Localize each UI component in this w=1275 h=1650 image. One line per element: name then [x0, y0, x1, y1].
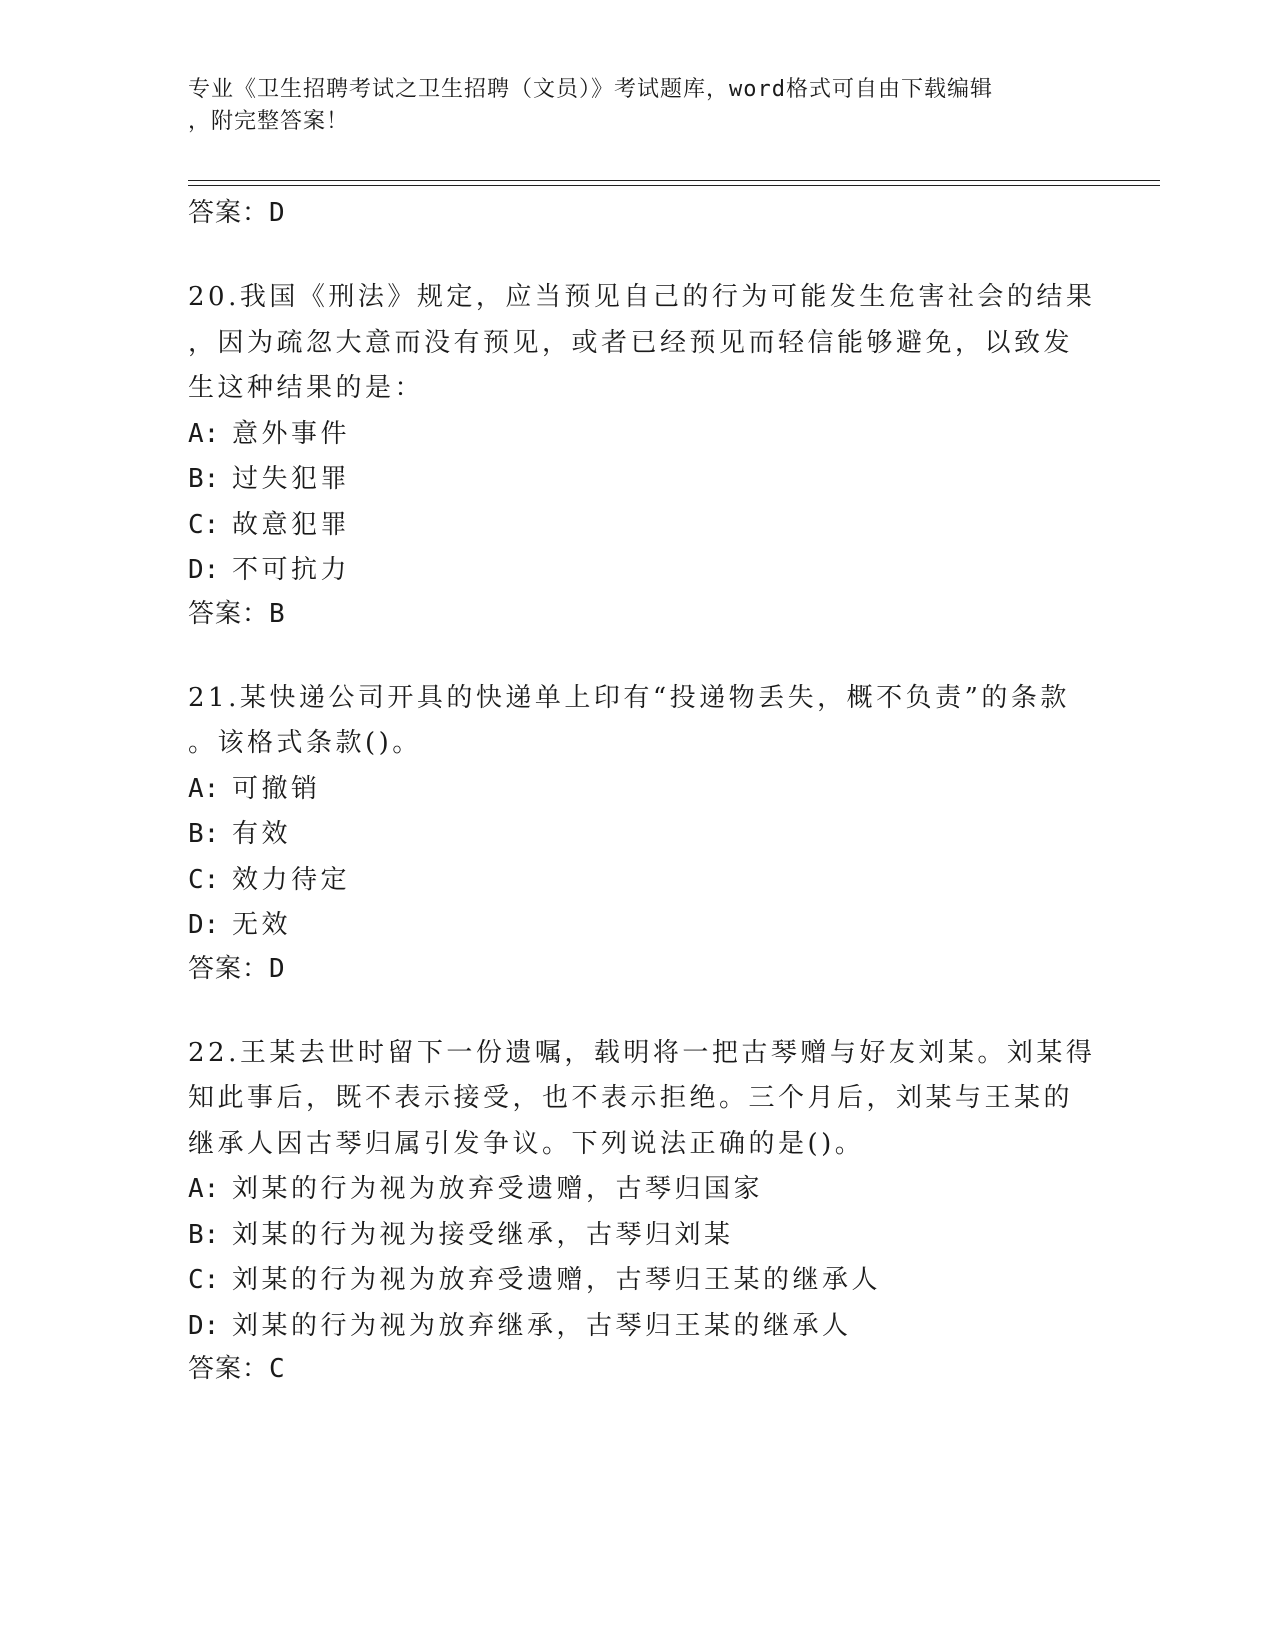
- option-text: 有效: [232, 819, 292, 849]
- question-stem-line: 知此事后，既不表示接受，也不表示拒绝。三个月后，刘某与王某的: [188, 1083, 1074, 1113]
- option-letter: C:: [188, 864, 220, 895]
- answer-label: 答案：: [188, 953, 270, 984]
- question-stem-line: 22.王某去世时留下一份遗嘱，载明将一把古琴赠与好友刘某。刘某得: [188, 1037, 1096, 1068]
- answer-value: B: [269, 598, 286, 629]
- option-text: 过失犯罪: [232, 464, 351, 494]
- option-text: 刘某的行为视为放弃继承，古琴归王某的继承人: [232, 1310, 852, 1341]
- question-stem-line: 继承人因古琴归属引发争议。下列说法正确的是()。: [188, 1128, 865, 1159]
- page-header: [188, 74, 1078, 138]
- option-a: [188, 1167, 1088, 1213]
- option-letter: C:: [188, 509, 220, 540]
- question-list: [188, 193, 1096, 1389]
- answer-label: 答案：: [188, 598, 270, 629]
- option-text: 故意犯罪: [232, 509, 351, 540]
- header-line-1: 专业《卫生招聘考试之卫生招聘（文员）》考试题库，word格式可自由下载编辑: [188, 77, 993, 102]
- option-text: 可撤销: [232, 773, 321, 804]
- option-d: [188, 548, 1088, 594]
- answer-line: [188, 1349, 1088, 1389]
- option-d: [188, 903, 1088, 949]
- answer-value: D: [269, 953, 286, 984]
- option-letter: A:: [188, 418, 220, 449]
- answer-label: 答案：: [188, 198, 270, 228]
- option-letter: B:: [188, 1219, 220, 1250]
- option-c: [188, 858, 1088, 904]
- question-20: [188, 275, 1096, 634]
- option-letter: B:: [188, 464, 220, 494]
- answer-line: [188, 949, 1088, 989]
- question-stem-line: ，因为疏忽大意而没有预见，或者已经预见而轻信能够避免，以致发: [188, 327, 1074, 358]
- question-stem-line: 20.我国《刑法》规定，应当预见自己的行为可能发生危害社会的结果: [188, 282, 1096, 312]
- question-21: [188, 676, 1088, 989]
- option-c: [188, 503, 1088, 549]
- option-c: [188, 1258, 1088, 1304]
- answer-line: [188, 594, 1088, 634]
- option-a: [188, 767, 1088, 813]
- option-text: 无效: [232, 910, 292, 940]
- option-a: [188, 412, 1088, 458]
- option-letter: D:: [188, 910, 220, 940]
- question-stem-line: 生这种结果的是：: [188, 373, 425, 403]
- option-text: 刘某的行为视为放弃受遗赠，古琴归王某的继承人: [232, 1265, 882, 1295]
- option-text: 刘某的行为视为放弃受遗赠，古琴归国家: [232, 1174, 764, 1204]
- answer-label: 答案：: [188, 1354, 270, 1384]
- option-letter: B:: [188, 819, 220, 849]
- option-text: 刘某的行为视为接受继承，古琴归刘某: [232, 1219, 734, 1250]
- header-divider-bottom: [188, 185, 1160, 186]
- answer-value: C: [269, 1354, 286, 1384]
- option-letter: A:: [188, 773, 220, 804]
- question-22: [188, 1031, 1096, 1390]
- answer-line: [188, 193, 1088, 233]
- option-letter: D:: [188, 555, 220, 585]
- option-d: [188, 1304, 1088, 1350]
- answer-value: D: [269, 198, 286, 228]
- option-letter: C:: [188, 1265, 220, 1295]
- question-stem-line: 。该格式条款()。: [188, 728, 422, 758]
- option-letter: A:: [188, 1174, 220, 1204]
- option-b: [188, 457, 1088, 503]
- header-divider-top: [188, 180, 1160, 181]
- option-b: [188, 1213, 1088, 1259]
- option-text: 不可抗力: [232, 555, 351, 585]
- question-stem-line: 21.某快递公司开具的快递单上印有“投递物丢失，概不负责”的条款: [188, 682, 1070, 713]
- option-text: 效力待定: [232, 864, 351, 895]
- option-text: 意外事件: [232, 418, 351, 449]
- option-letter: D:: [188, 1310, 220, 1341]
- header-line-2: ，附完整答案！: [188, 109, 350, 134]
- option-b: [188, 812, 1088, 858]
